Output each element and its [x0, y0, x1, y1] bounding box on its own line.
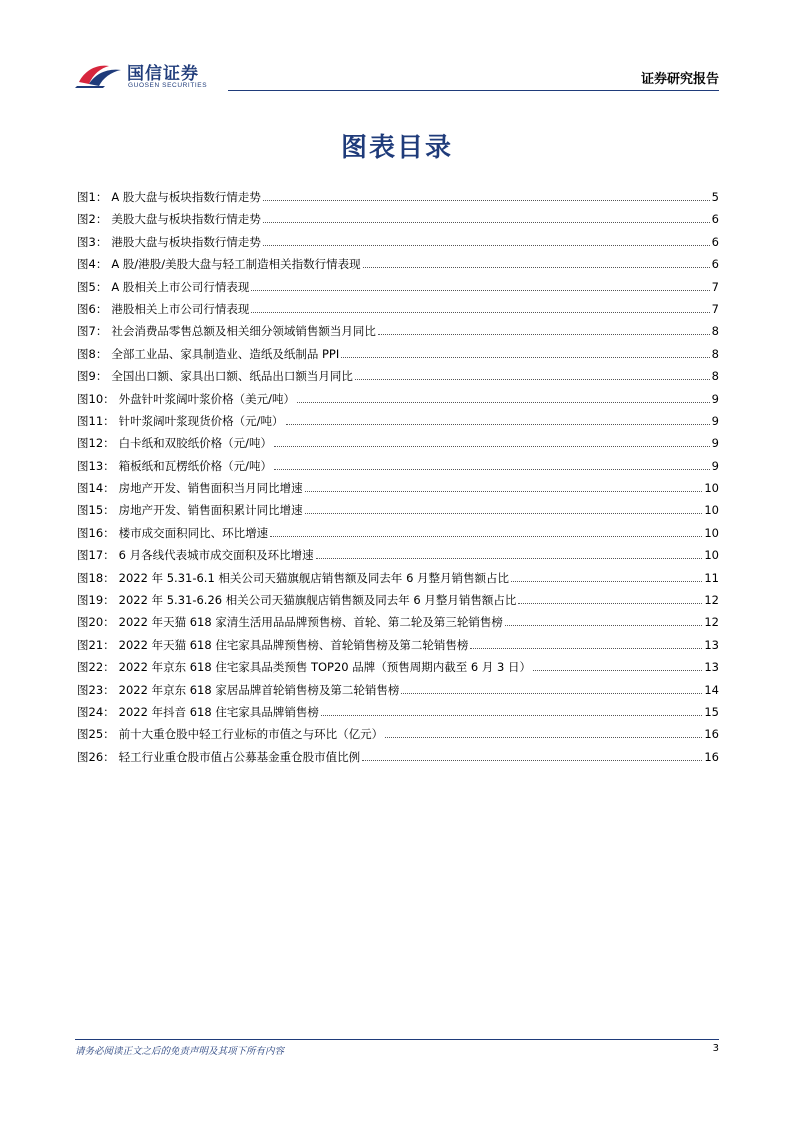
- toc-entry[interactable]: [77, 701, 719, 723]
- guosen-logo-icon: [75, 60, 123, 88]
- toc-entry[interactable]: [77, 499, 719, 521]
- toc-entry-page: 7: [711, 279, 719, 294]
- toc-entry[interactable]: [77, 589, 719, 611]
- toc-entry-page: 6: [711, 212, 719, 227]
- toc-entry-page: 16: [704, 727, 719, 742]
- toc-entry-title: 针叶浆阔叶浆现货价格（元/吨）: [118, 413, 284, 428]
- toc-dot-leader: [263, 221, 710, 223]
- toc-entry-label: 图6：: [77, 301, 108, 316]
- toc-entry-label: 图4：: [77, 257, 108, 272]
- toc-entry-page: 12: [704, 593, 719, 608]
- toc-entry-title: 港股相关上市公司行情表现: [111, 301, 250, 316]
- toc-dot-leader: [263, 199, 710, 201]
- toc-dot-leader: [274, 468, 710, 470]
- toc-entry-title: 6 月各线代表城市成交面积及环比增速: [118, 548, 314, 563]
- toc-entry-page: 13: [704, 637, 719, 652]
- figure-table-of-contents: [77, 186, 719, 768]
- report-type: 证券研究报告: [640, 72, 719, 87]
- toc-dot-leader: [263, 244, 710, 246]
- toc-entry[interactable]: [77, 544, 719, 566]
- toc-entry-page: 7: [711, 301, 719, 316]
- toc-entry-label: 图15：: [77, 503, 115, 518]
- toc-entry-page: 15: [704, 704, 719, 719]
- toc-entry-title: A 股相关上市公司行情表现: [111, 279, 250, 294]
- toc-dot-leader: [251, 311, 709, 313]
- toc-entry-title: A 股大盘与板块指数行情走势: [111, 190, 261, 204]
- toc-dot-leader: [341, 356, 709, 358]
- toc-dot-leader: [270, 535, 702, 537]
- toc-entry[interactable]: [77, 611, 719, 633]
- toc-entry[interactable]: [77, 343, 719, 365]
- toc-entry-title: 房地产开发、销售面积当月同比增速: [118, 481, 303, 496]
- toc-entry-page: 6: [711, 257, 719, 272]
- toc-entry[interactable]: [77, 365, 719, 387]
- toc-entry[interactable]: [77, 276, 719, 298]
- toc-dot-leader: [316, 557, 703, 559]
- toc-entry-label: 图18：: [77, 570, 115, 585]
- toc-entry-page: 9: [711, 391, 719, 406]
- toc-entry-label: 图13：: [77, 458, 115, 473]
- toc-dot-leader: [305, 512, 703, 514]
- toc-entry-title: 前十大重仓股中轻工行业标的市值之与环比（亿元）: [118, 727, 384, 742]
- toc-entry[interactable]: [77, 320, 719, 342]
- toc-entry[interactable]: [77, 231, 719, 253]
- toc-entry-title: 楼市成交面积同比、环比增速: [118, 525, 269, 540]
- toc-entry-label: 图2：: [77, 212, 108, 227]
- toc-entry-page: 13: [704, 660, 719, 675]
- toc-dot-leader: [470, 647, 702, 649]
- toc-entry-page: 8: [711, 369, 719, 384]
- toc-entry-page: 10: [704, 548, 719, 563]
- toc-entry-title: 房地产开发、销售面积累计同比增速: [118, 503, 303, 518]
- toc-entry-page: 5: [711, 190, 719, 204]
- toc-dot-leader: [305, 490, 703, 492]
- toc-entry-title: 港股大盘与板块指数行情走势: [111, 234, 261, 249]
- footer-divider: [75, 1039, 719, 1040]
- toc-entry-page: 10: [704, 481, 719, 496]
- page-header: [75, 54, 719, 94]
- toc-entry[interactable]: [77, 746, 719, 768]
- toc-dot-leader: [363, 266, 710, 268]
- toc-entry-title: 社会消费品零售总额及相关细分领域销售额当月同比: [111, 324, 376, 339]
- toc-entry-title: 全部工业品、家具制造业、造纸及纸制品 PPI: [111, 346, 340, 361]
- toc-entry-title: A 股/港股/美股大盘与轻工制造相关指数行情表现: [111, 257, 361, 272]
- logo-chinese-name: 国信证券: [127, 64, 199, 84]
- toc-entry-label: 图9：: [77, 369, 108, 384]
- toc-dot-leader: [533, 669, 702, 671]
- toc-entry-title: 2022 年京东 618 家居品牌首轮销售榜及第二轮销售榜: [118, 682, 400, 697]
- toc-dot-leader: [355, 378, 710, 380]
- toc-entry[interactable]: [77, 388, 719, 410]
- toc-entry[interactable]: [77, 656, 719, 678]
- toc-dot-leader: [321, 714, 703, 716]
- toc-entry-title: 全国出口额、家具出口额、纸品出口额当月同比: [111, 369, 353, 384]
- toc-dot-leader: [286, 423, 710, 425]
- toc-entry[interactable]: [77, 477, 719, 499]
- toc-entry-title: 白卡纸和双胶纸价格（元/吨）: [118, 436, 273, 451]
- toc-entry-label: 图26：: [77, 749, 115, 764]
- toc-entry[interactable]: [77, 455, 719, 477]
- toc-entry[interactable]: [77, 208, 719, 230]
- toc-entry-label: 图1：: [77, 190, 108, 204]
- toc-dot-leader: [362, 759, 702, 761]
- toc-entry-label: 图21：: [77, 637, 115, 652]
- toc-entry-page: 8: [711, 346, 719, 361]
- toc-entry[interactable]: [77, 410, 719, 432]
- toc-entry-page: 9: [711, 413, 719, 428]
- toc-entry-label: 图23：: [77, 682, 115, 697]
- toc-entry[interactable]: [77, 723, 719, 745]
- toc-dot-leader: [274, 445, 710, 447]
- toc-entry-title: 箱板纸和瓦楞纸价格（元/吨）: [118, 458, 273, 473]
- header-divider: [228, 90, 719, 91]
- toc-dot-leader: [385, 736, 702, 738]
- toc-entry-label: 图19：: [77, 593, 115, 608]
- toc-entry-label: 图10：: [77, 391, 115, 406]
- toc-entry-label: 图8：: [77, 346, 108, 361]
- toc-entry-title: 2022 年天猫 618 住宅家具品牌预售榜、首轮销售榜及第二轮销售榜: [118, 637, 469, 652]
- toc-entry-title: 2022 年 5.31-6.1 相关公司天猫旗舰店销售额及同去年 6 月整月销售额占比: [118, 570, 510, 585]
- toc-entry-title: 美股大盘与板块指数行情走势: [111, 212, 261, 227]
- toc-dot-leader: [297, 401, 710, 403]
- toc-entry[interactable]: [77, 253, 719, 275]
- guosen-logo: [75, 54, 235, 94]
- toc-entry-label: 图16：: [77, 525, 115, 540]
- page-title: 图表目录: [340, 133, 453, 163]
- toc-entry-label: 图3：: [77, 234, 108, 249]
- toc-entry-label: 图7：: [77, 324, 108, 339]
- toc-entry-page: 16: [704, 749, 719, 764]
- toc-dot-leader: [251, 289, 709, 291]
- toc-entry-page: 14: [704, 682, 719, 697]
- toc-entry-title: 2022 年天猫 618 家清生活用品品牌预售榜、首轮、第二轮及第三轮销售榜: [118, 615, 503, 630]
- toc-entry-page: 9: [711, 436, 719, 451]
- toc-entry-title: 轻工行业重仓股市值占公募基金重仓股市值比例: [118, 749, 361, 764]
- toc-entry-label: 图20：: [77, 615, 115, 630]
- toc-entry-title: 外盘针叶浆阔叶浆价格（美元/吨）: [118, 391, 296, 406]
- toc-entry-page: 10: [704, 525, 719, 540]
- toc-dot-leader: [511, 580, 702, 582]
- toc-entry-page: 12: [704, 615, 719, 630]
- toc-entry[interactable]: [77, 634, 719, 656]
- toc-entry-label: 图25：: [77, 727, 115, 742]
- toc-entry[interactable]: [77, 298, 719, 320]
- toc-entry[interactable]: [77, 186, 719, 208]
- toc-entry-page: 10: [704, 503, 719, 518]
- toc-entry-title: 2022 年 5.31-6.26 相关公司天猫旗舰店销售额及同去年 6 月整月销售额占比: [118, 593, 517, 608]
- page-number: 3: [712, 1043, 719, 1054]
- toc-entry-title: 2022 年京东 618 住宅家具品类预售 TOP20 品牌（预售周期内截至 6 月 3 日）: [118, 660, 532, 675]
- toc-dot-leader: [378, 333, 710, 335]
- toc-entry-title: 2022 年抖音 618 住宅家具品牌销售榜: [118, 704, 319, 719]
- toc-dot-leader: [505, 624, 703, 626]
- toc-entry-label: 图14：: [77, 481, 115, 496]
- toc-entry[interactable]: [77, 522, 719, 544]
- logo-english-name: GUOSEN SECURITIES: [128, 82, 208, 89]
- toc-entry-page: 11: [704, 570, 719, 585]
- toc-entry[interactable]: [77, 679, 719, 701]
- toc-dot-leader: [518, 602, 702, 604]
- toc-entry-label: 图17：: [77, 548, 115, 563]
- footer-disclaimer: 请务必阅读正文之后的免责声明及其项下所有内容: [75, 1046, 285, 1057]
- toc-entry-page: 8: [711, 324, 719, 339]
- toc-entry-label: 图24：: [77, 704, 115, 719]
- toc-entry[interactable]: [77, 432, 719, 454]
- toc-entry-label: 图22：: [77, 660, 115, 675]
- toc-entry-page: 9: [711, 458, 719, 473]
- toc-entry-label: 图5：: [77, 279, 108, 294]
- toc-entry-label: 图11：: [77, 413, 115, 428]
- toc-dot-leader: [401, 692, 702, 694]
- toc-entry-page: 6: [711, 234, 719, 249]
- toc-entry[interactable]: [77, 567, 719, 589]
- toc-entry-label: 图12：: [77, 436, 115, 451]
